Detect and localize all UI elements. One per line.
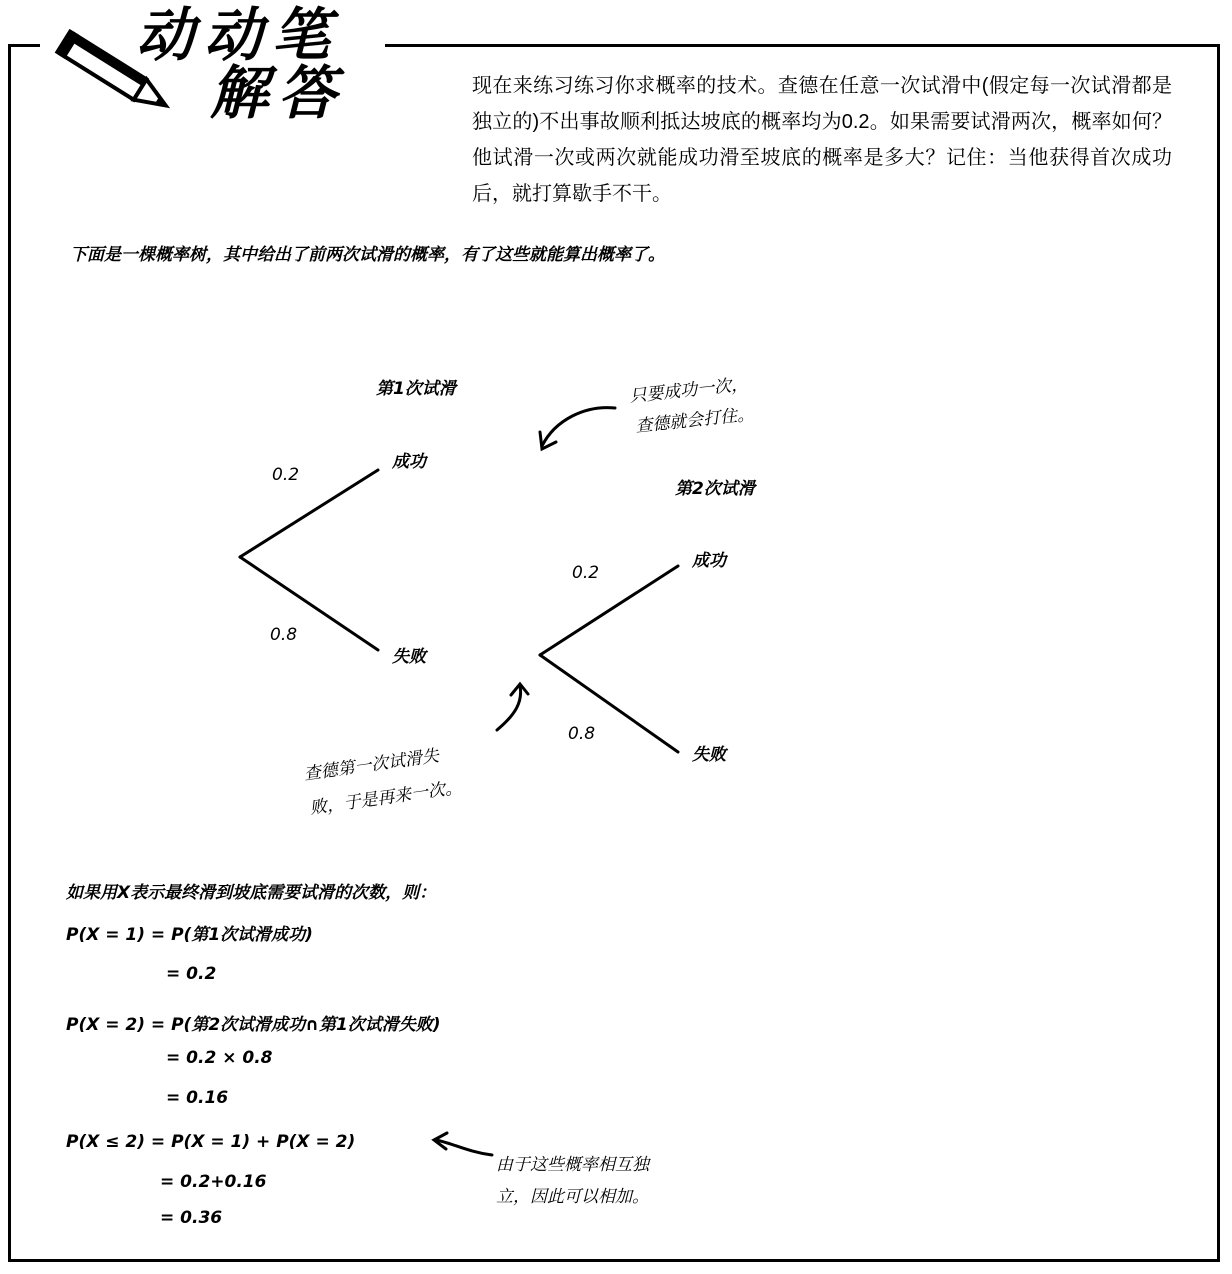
- calc-line-5: = 0.16: [166, 1088, 229, 1108]
- intro-text: 现在来练习练习你求概率的技术。查德在任意一次试滑中(假定每一次试滑都是独立的)不出事故顺利抵达坡底的概率均为0.2。如果需要试滑两次，概率如何？他试滑一次或两次就能成功滑至坡底的概率是多大？记住：当他获得首次成功后，就打算歇手不干。: [472, 75, 1172, 205]
- t1-fail-prob: 0.8: [270, 625, 298, 645]
- title-line-2: 解答: [210, 59, 347, 127]
- note-bottom-line-2: 败，于是再来一次。: [308, 777, 463, 819]
- title-line-1: 动动笔: [136, 1, 341, 69]
- tree-branch-t1-success: [240, 470, 378, 557]
- trial1-label: 第1次试滑: [376, 379, 456, 399]
- t2-success-prob: 0.2: [572, 563, 600, 583]
- note-top-line-1: 只要成功一次，: [628, 374, 749, 407]
- calc-line-7: = 0.2+0.16: [160, 1172, 267, 1192]
- tree-branch-t1-fail: [240, 557, 378, 650]
- arrow-bottom-note: [497, 686, 521, 730]
- tree-branch-t2-success: [540, 566, 678, 655]
- t1-success-prob: 0.2: [272, 465, 300, 485]
- tree-branch-t2-fail: [540, 655, 678, 752]
- calc-line-3: P(X = 2) = P(第2次试滑成功∩第1次试滑失败): [66, 1015, 441, 1035]
- t2-success-label: 成功: [692, 551, 726, 571]
- calc-line-8: = 0.36: [160, 1208, 223, 1228]
- calc-line-2: = 0.2: [166, 964, 217, 984]
- tree-intro: 下面是一棵概率树，其中给出了前两次试滑的概率，有了这些就能算出概率了。: [70, 245, 665, 265]
- calc-note-line-1: 由于这些概率相互独: [496, 1155, 649, 1175]
- t1-success-label: 成功: [392, 452, 426, 472]
- t2-fail-label: 失败: [692, 745, 726, 765]
- calc-line-4: = 0.2 × 0.8: [166, 1048, 273, 1068]
- note-top-line-2: 查德就会打住。: [634, 404, 755, 437]
- note-bottom-line-1: 查德第一次试滑失: [302, 746, 441, 785]
- calc-definition: 如果用X表示最终滑到坡底需要试滑的次数，则：: [66, 883, 437, 903]
- calc-note-line-2: 立，因此可以相加。: [496, 1187, 649, 1207]
- arrow-top-note: [542, 408, 615, 446]
- trial2-label: 第2次试滑: [675, 479, 755, 499]
- t1-fail-label: 失败: [392, 647, 426, 667]
- calc-line-6: P(X ≤ 2) = P(X = 1) + P(X = 2): [66, 1132, 356, 1152]
- calc-line-1: P(X = 1) = P(第1次试滑成功): [66, 925, 313, 945]
- t2-fail-prob: 0.8: [568, 724, 596, 744]
